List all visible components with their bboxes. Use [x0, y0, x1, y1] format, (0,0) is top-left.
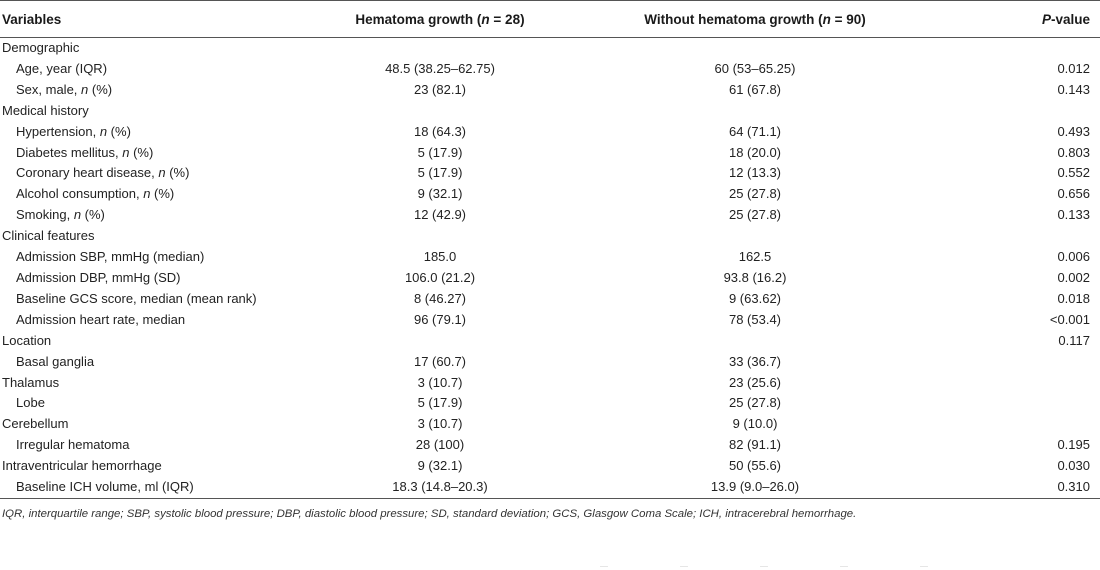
p-value: 0.030 [1057, 458, 1090, 474]
row-label: Admission heart rate, median [16, 311, 186, 327]
p-value: 0.133 [1057, 207, 1090, 223]
p-value [920, 226, 1100, 247]
table-row [0, 310, 1100, 331]
header-hematoma-growth: Hematoma growth (n = 28) [290, 1, 590, 38]
table-row [0, 268, 1100, 289]
row-label: Irregular hematoma [16, 437, 130, 453]
p-value [920, 101, 1100, 122]
header-variables: Variables [0, 1, 290, 38]
row-label: Coronary heart disease, n (%) [16, 165, 190, 181]
table-row [0, 352, 1100, 373]
p-value: 0.002 [1057, 269, 1090, 285]
table-row [0, 184, 1100, 205]
without-growth-value: 78 (53.4) [728, 311, 782, 327]
hematoma-growth-value: 18 (64.3) [413, 123, 467, 139]
table-row [0, 414, 1100, 435]
hematoma-growth-value [290, 226, 590, 247]
row-label: Alcohol consumption, n (%) [16, 186, 175, 202]
table-header-row [0, 1, 1100, 38]
p-value: <0.001 [1049, 311, 1090, 327]
hematoma-growth-value: 17 (60.7) [413, 353, 467, 369]
p-value: 0.012 [1057, 60, 1090, 76]
table-row [0, 163, 1100, 184]
row-label: Smoking, n (%) [16, 207, 105, 223]
without-growth-value: 61 (67.8) [728, 81, 782, 97]
row-label: Lobe [16, 395, 45, 411]
hematoma-growth-value: 9 (32.1) [417, 458, 463, 474]
p-value: 0.803 [1057, 144, 1090, 160]
p-value: 0.552 [1057, 165, 1090, 181]
table-footnote: IQR, interquartile range; SBP, systolic blood pressure; DBP, diastolic blood pressure; SD, standard deviation; GCS, Glasgow Coma Scale; ICH, intracerebral hemorrhage. [2, 508, 857, 520]
table-body [0, 38, 1100, 499]
hematoma-growth-value: 3 (10.7) [417, 416, 463, 432]
table-row [0, 247, 1100, 268]
row-label: Clinical features [2, 228, 95, 244]
without-growth-value: 23 (25.6) [728, 374, 782, 390]
row-label: Admission SBP, mmHg (median) [16, 249, 205, 265]
without-growth-value: 9 (63.62) [728, 290, 782, 306]
hematoma-growth-value: 5 (17.9) [417, 144, 463, 160]
p-value: 0.493 [1057, 123, 1090, 139]
table-row [0, 373, 1100, 394]
p-value: 0.656 [1057, 186, 1090, 202]
header-p-value: P-value [920, 1, 1100, 38]
without-growth-value: 18 (20.0) [728, 144, 782, 160]
row-label: Intraventricular hemorrhage [2, 458, 162, 474]
without-growth-value [590, 38, 920, 59]
without-growth-value: 33 (36.7) [728, 353, 782, 369]
table-row [0, 456, 1100, 477]
hematoma-growth-value [290, 38, 590, 59]
without-growth-value: 25 (27.8) [728, 186, 782, 202]
hematoma-growth-value: 28 (100) [415, 437, 465, 453]
hematoma-growth-value: 12 (42.9) [413, 207, 467, 223]
without-growth-value: 25 (27.8) [728, 207, 782, 223]
page-bottom-artifact [600, 560, 1000, 570]
table-row [0, 101, 1100, 122]
table-row [0, 205, 1100, 226]
table-row [0, 38, 1100, 59]
table-row [0, 122, 1100, 143]
row-label: Location [2, 332, 52, 348]
p-value [920, 414, 1100, 435]
row-label: Cerebellum [2, 416, 69, 432]
without-growth-value: 82 (91.1) [728, 437, 782, 453]
without-growth-value: 93.8 (16.2) [723, 269, 787, 285]
hematoma-growth-value: 5 (17.9) [417, 395, 463, 411]
table-row [0, 289, 1100, 310]
table-row [0, 59, 1100, 80]
without-growth-value: 9 (10.0) [732, 416, 778, 432]
hematoma-growth-value: 23 (82.1) [413, 81, 467, 97]
hematoma-growth-value: 106.0 (21.2) [404, 269, 476, 285]
hematoma-growth-value: 18.3 (14.8–20.3) [290, 477, 590, 498]
table-row [0, 477, 1100, 498]
without-growth-value [590, 226, 920, 247]
row-label: Thalamus [2, 374, 60, 390]
table-row [0, 143, 1100, 164]
row-label: Baseline ICH volume, ml (IQR) [0, 477, 290, 498]
p-value: 0.006 [1057, 249, 1090, 265]
header-without-hematoma-growth: Without hematoma growth (n = 90) [590, 1, 920, 38]
p-value [920, 373, 1100, 394]
without-growth-value: 25 (27.8) [728, 395, 782, 411]
p-value [920, 352, 1100, 373]
table-row [0, 331, 1100, 352]
row-label: Baseline GCS score, median (mean rank) [16, 290, 257, 306]
without-growth-value: 162.5 [738, 249, 772, 265]
row-label: Medical history [2, 102, 89, 118]
hematoma-growth-value: 9 (32.1) [417, 186, 463, 202]
hematoma-growth-value: 96 (79.1) [413, 311, 467, 327]
p-value [920, 38, 1100, 59]
table-row [0, 80, 1100, 101]
without-growth-value [590, 101, 920, 122]
hematoma-growth-value: 3 (10.7) [417, 374, 463, 390]
p-value: 0.195 [1057, 437, 1090, 453]
row-label: Diabetes mellitus, n (%) [16, 144, 154, 160]
p-value [920, 393, 1100, 414]
row-label: Sex, male, n (%) [16, 81, 113, 97]
row-label: Age, year (IQR) [16, 60, 108, 76]
without-growth-value: 13.9 (9.0–26.0) [590, 477, 920, 498]
without-growth-value: 12 (13.3) [728, 165, 782, 181]
row-label: Basal ganglia [16, 353, 95, 369]
p-value: 0.310 [920, 477, 1100, 498]
without-growth-value: 64 (71.1) [728, 123, 782, 139]
row-label: Admission DBP, mmHg (SD) [16, 269, 181, 285]
hematoma-growth-value: 48.5 (38.25–62.75) [385, 60, 495, 76]
p-value: 0.143 [1057, 81, 1090, 97]
hematoma-growth-value [290, 101, 590, 122]
p-value: 0.117 [1058, 332, 1090, 348]
p-value: 0.018 [1057, 290, 1090, 306]
without-growth-value: 50 (55.6) [728, 458, 782, 474]
row-label: Hypertension, n (%) [16, 123, 131, 139]
without-growth-value: 60 (53–65.25) [714, 60, 796, 76]
hematoma-growth-value: 8 (46.27) [413, 290, 467, 306]
without-growth-value [590, 331, 920, 352]
hematoma-growth-value [290, 331, 590, 352]
hematoma-growth-value: 185.0 [423, 249, 457, 265]
hematoma-growth-value: 5 (17.9) [417, 165, 463, 181]
table-row [0, 226, 1100, 247]
table-row [0, 393, 1100, 414]
table-row [0, 435, 1100, 456]
row-label: Demographic [2, 40, 80, 55]
